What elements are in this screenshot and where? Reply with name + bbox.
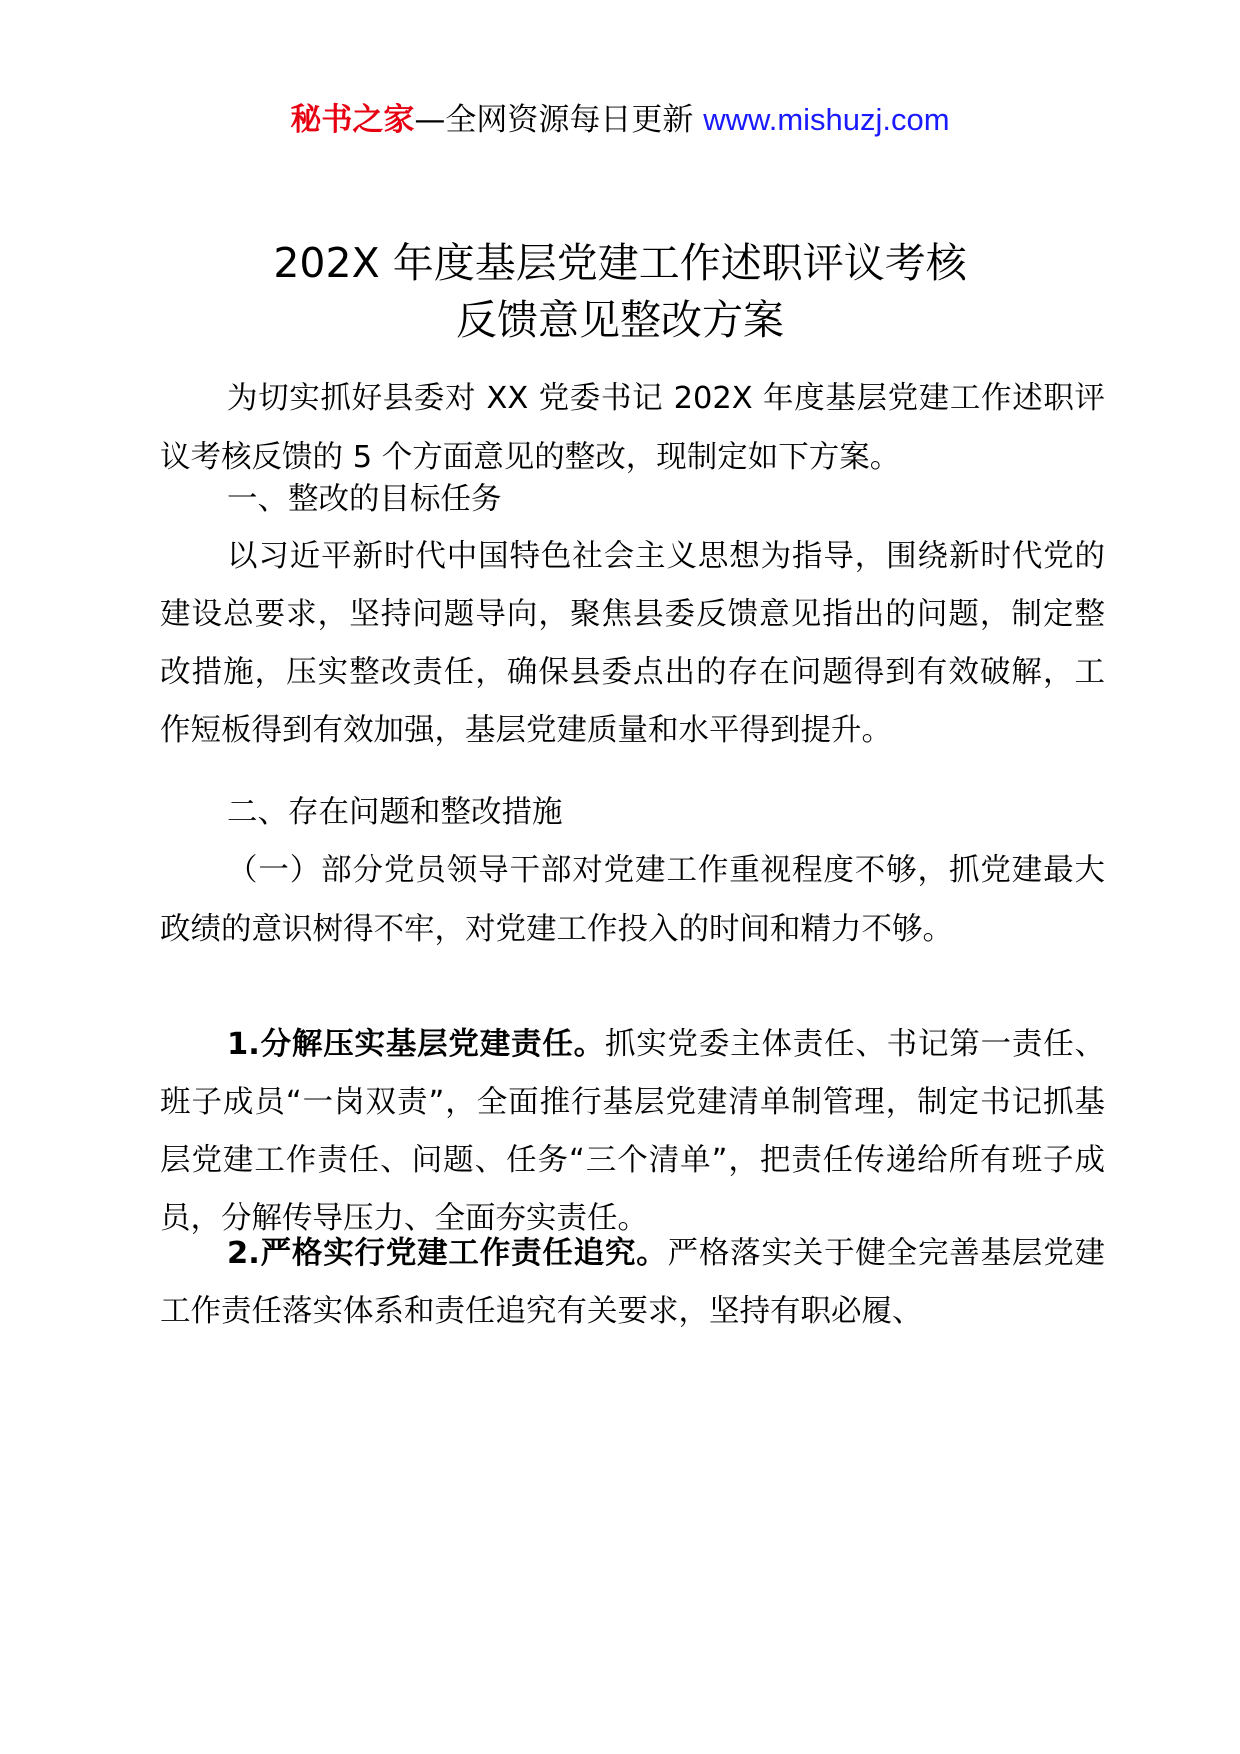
measure-2-paragraph: [160, 1225, 1105, 1341]
website-link[interactable]: www.mishuzj.com: [703, 102, 950, 137]
document-title-line-2: 反馈意见整改方案: [456, 296, 784, 344]
header-slogan: —全网资源每日更新: [414, 102, 694, 138]
section-1-paragraph: 以习近平新时代中国特色社会主义思想为指导，围绕新时代党的建设总要求，坚持问题导向，聚焦县委反馈意见指出的问题，制定整改措施，压实整改责任，确保县委点出的存在问题得到有效破解，工作短板得到有效加强，基层党建质量和水平得到提升。: [160, 539, 1105, 748]
brand-name: 秘书之家: [290, 102, 415, 138]
measure-1-paragraph: [160, 1016, 1105, 1248]
intro-paragraph: 为切实抓好县委对 XX 党委书记 202X 年度基层党建工作述职评议考核反馈的 5 个方面意见的整改，现制定如下方案。: [160, 381, 1105, 475]
section-heading-2: 二、存在问题和整改措施: [227, 795, 563, 830]
measure-2-text: 严格落实关于健全完善基层党建工作责任落实体系和责任追究有关要求，坚持有职必履、: [160, 1236, 1106, 1329]
problem-1-paragraph: （一）部分党员领导干部对党建工作重视程度不够，抓党建最大政绩的意识树得不牢，对党建工作投入的时间和精力不够。: [160, 853, 1105, 947]
measure-2-title: 2.严格实行党建工作责任追究。: [227, 1236, 668, 1271]
section-heading-1: 一、整改的目标任务: [227, 482, 502, 517]
document-title-line-1: 202X 年度基层党建工作述职评议考核: [273, 239, 967, 287]
measure-1-text: 抓实党委主体责任、书记第一责任、班子成员“一岗双责”，全面推行基层党建清单制管理，制定书记抓基层党建工作责任、问题、任务“三个清单”，把责任传递给所有班子成员，分解传导压力、全面夯实责任。: [160, 1027, 1106, 1236]
measure-1-title: 1.分解压实基层党建责任。: [227, 1027, 605, 1062]
site-header: [0, 100, 1240, 140]
